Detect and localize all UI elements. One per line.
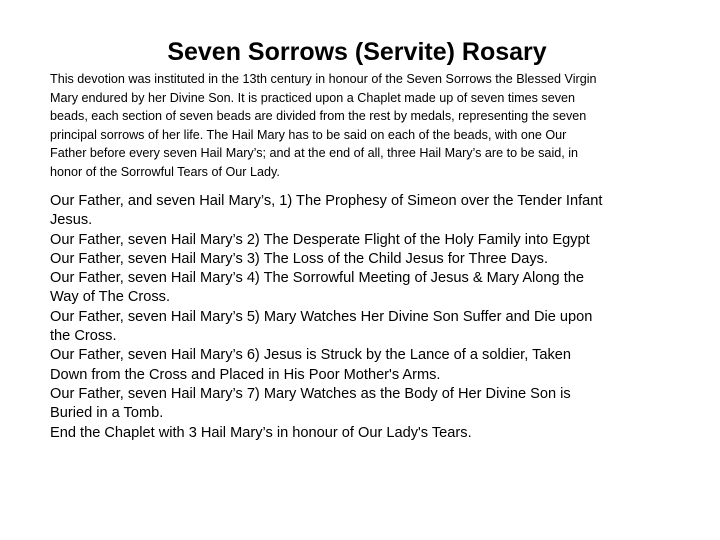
instruction-line: Buried in a Tomb. xyxy=(50,405,164,422)
slide-title: Seven Sorrows (Servite) Rosary xyxy=(167,38,547,66)
instruction-line: Our Father, seven Hail Mary’s 3) The Loss of the Child Jesus for Three Days. xyxy=(50,250,549,267)
instruction-line: Our Father, and seven Hail Mary’s, 1) The Prophesy of Simeon over the Tender Infant xyxy=(50,193,603,209)
instruction-line: Our Father, seven Hail Mary’s 4) The Sorrowful Meeting of Jesus & Mary Along the xyxy=(50,270,584,287)
intro-line: Father before every seven Hail Mary’s; and at the end of all, three Hail Mary’s are to be said, in xyxy=(50,146,579,160)
intro-line: honor of the Sorrowful Tears of Our Lady. xyxy=(50,164,280,179)
intro-line: This devotion was instituted in the 13th century in honour of the Seven Sorrows the Blessed Virgin xyxy=(50,72,597,86)
instruction-line: Down from the Cross and Placed in His Poor Mother's Arms. xyxy=(50,366,441,383)
intro-line: beads, each section of seven beads are divided from the rest by medals, representing the seven xyxy=(50,109,587,123)
intro-line: principal sorrows of her life. The Hail Mary has to be said on each of the beads, with one Our xyxy=(50,127,567,142)
instruction-line: End the Chaplet with 3 Hail Mary’s in honour of Our Lady's Tears. xyxy=(50,424,472,441)
instruction-line: Our Father, seven Hail Mary’s 7) Mary Watches as the Body of Her Divine Son is xyxy=(50,385,571,402)
chaplet-instructions xyxy=(50,192,690,443)
intro-line: Mary endured by her Divine Son. It is practiced upon a Chaplet made up of seven times seven xyxy=(50,90,576,105)
intro-paragraph xyxy=(50,70,680,181)
instruction-line: the Cross. xyxy=(50,328,117,345)
instruction-line: Our Father, seven Hail Mary’s 5) Mary Watches Her Divine Son Suffer and Die upon xyxy=(50,308,593,325)
instruction-line: Jesus. xyxy=(50,212,93,229)
instruction-line: Our Father, seven Hail Mary’s 6) Jesus is Struck by the Lance of a soldier, Taken xyxy=(50,347,572,364)
instruction-line: Way of The Cross. xyxy=(50,289,171,306)
instruction-line: Our Father, seven Hail Mary’s 2) The Desperate Flight of the Holy Family into Egypt xyxy=(50,231,590,248)
